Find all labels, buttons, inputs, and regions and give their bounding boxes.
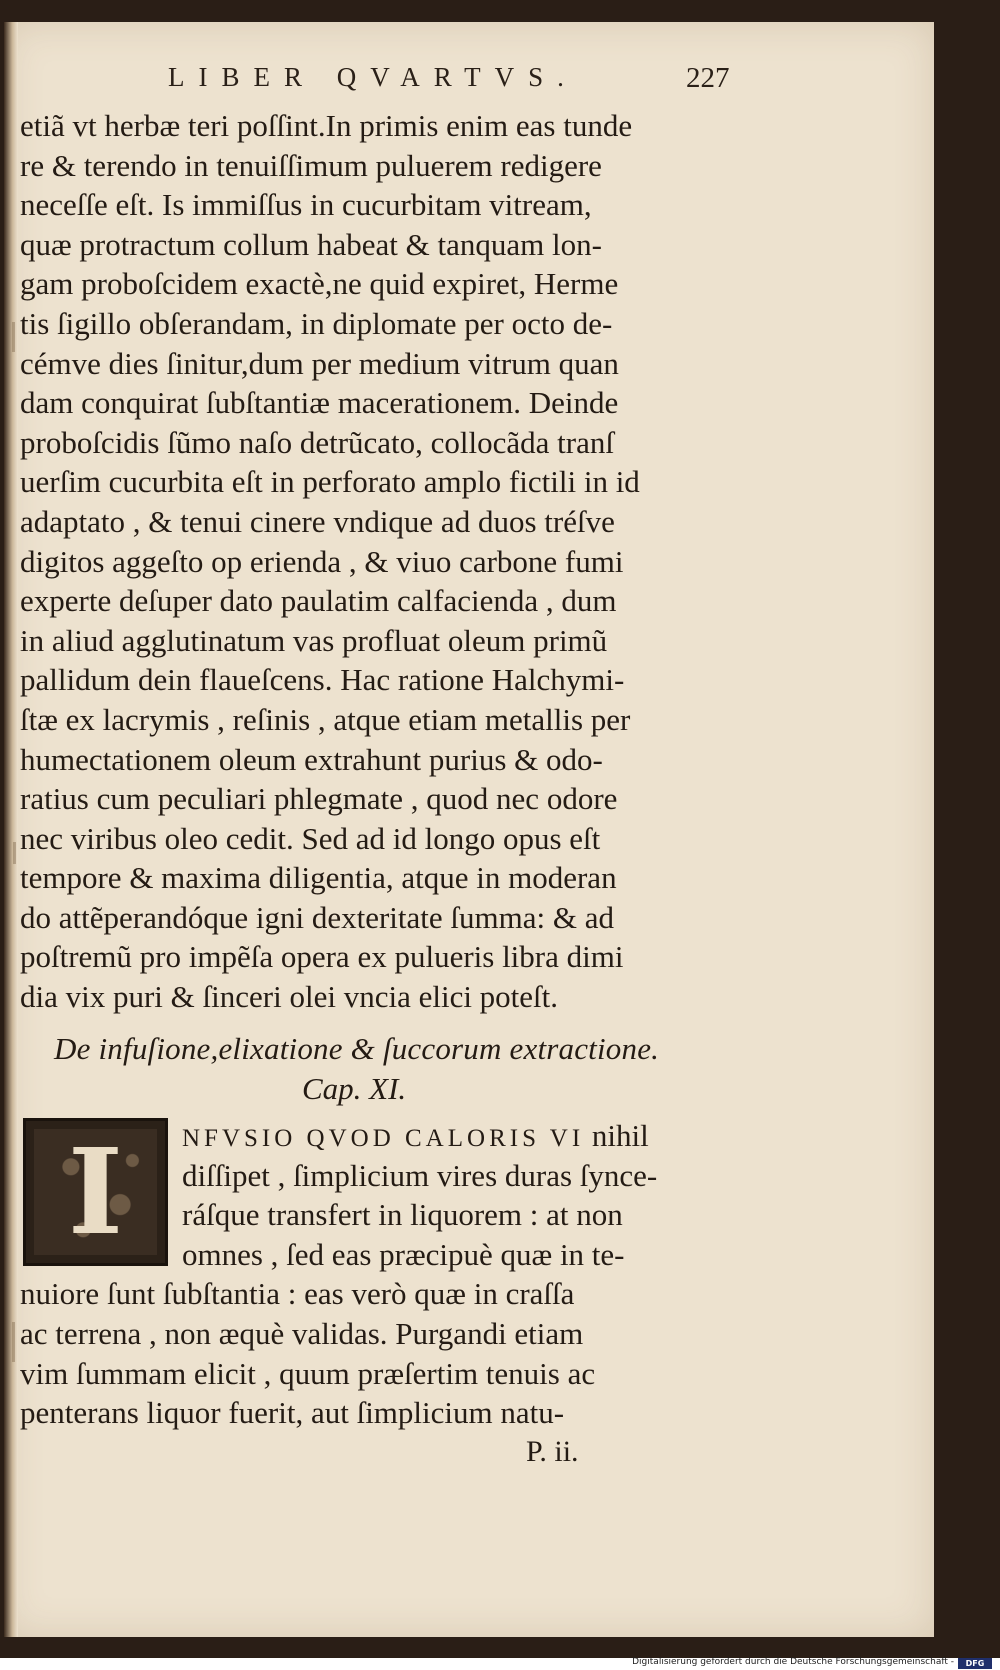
text-line: re & terendo in tenuiſſimum puluerem redigere bbox=[20, 147, 602, 183]
text-line: in aliud agglutinatum vas profluat oleum primũ bbox=[20, 622, 608, 658]
initial-letter: I bbox=[67, 1122, 124, 1261]
text-line: tis ſigillo obſerandam, in diplomate per octo de- bbox=[20, 305, 613, 341]
text-line: etiã vt herbæ teri poſſint.In primis enim eas tunde bbox=[20, 108, 633, 143]
text-line: pallidum dein flaueſcens. Hac ratione Halchymi- bbox=[20, 662, 625, 698]
text-line: nuiore ſunt ſubſtantia : eas verò quæ in craſſa bbox=[20, 1276, 575, 1312]
decorated-initial bbox=[23, 1118, 168, 1266]
text-line: cémve dies ſinitur,dum per medium vitrum quan bbox=[20, 345, 619, 381]
chapter-title: De infuſione,elixatione & ſuccorum extractione. bbox=[54, 1031, 660, 1066]
margin-mark bbox=[12, 1322, 15, 1362]
text-line: vim ſummam elicit , quum præſertim tenuis ac bbox=[20, 1355, 596, 1391]
text-line: omnes , ſed eas præcipuè quæ in te- bbox=[182, 1236, 625, 1272]
funding-credit: Digitalisierung gefördert durch die Deutsche Forschungsgemeinschaft - bbox=[632, 1657, 954, 1667]
text-line: humectationem oleum extrahunt purius & odo- bbox=[20, 741, 603, 777]
text-line: dia vix puri & ſinceri olei vncia elici poteſt. bbox=[20, 979, 559, 1015]
text-line: ráſque transfert in liquorem : at non bbox=[182, 1197, 623, 1233]
text-line: ſtæ ex lacrymis , reſinis , atque etiam metallis per bbox=[20, 701, 631, 737]
text-line: penterans liquor fuerit, aut ſimplicium natu- bbox=[20, 1395, 565, 1431]
page-gutter-edge bbox=[4, 22, 18, 1637]
signature-mark: P. ii. bbox=[526, 1435, 579, 1468]
text-line: poſtremũ pro impẽſa opera ex pulueris libra dimi bbox=[20, 939, 624, 975]
text-line: do attẽperandóque igni dexteritate ſumma: & ad bbox=[20, 899, 614, 935]
text-line: proboſcidis ſũmo naſo detrũcato, collocãda tranſ bbox=[20, 424, 614, 460]
text-line: experte deſuper dato paulatim calfacienda , dum bbox=[20, 583, 617, 619]
text-line: uerſim cucurbita eſt in perforato amplo fictili in id bbox=[20, 464, 640, 500]
text-line: dam conquirat ſubſtantiæ macerationem. Deinde bbox=[20, 385, 619, 421]
dfg-logo: DFG bbox=[958, 1658, 992, 1669]
page-number: 227 bbox=[686, 62, 730, 94]
margin-mark bbox=[12, 322, 15, 352]
text-line: ratius cum peculiari phlegmate , quod nec odore bbox=[20, 781, 618, 817]
text-line: digitos aggeſto op erienda , & viuo carbone fumi bbox=[20, 543, 624, 579]
small-caps-opening: NFVSIO QVOD CALORIS VI bbox=[182, 1125, 585, 1152]
body-text bbox=[20, 106, 740, 1017]
text-fragment: nihil bbox=[584, 1118, 649, 1153]
text-line: gam proboſcidem exactè,ne quid expiret, Herme bbox=[20, 266, 619, 302]
margin-mark bbox=[13, 842, 16, 864]
text-line: quæ protractum collum habeat & tanquam lon- bbox=[20, 226, 602, 262]
text-line: adaptato , & tenui cinere vndique ad duos tréſve bbox=[20, 503, 615, 539]
text-line: ac terrena , non æquè validas. Purgandi etiam bbox=[20, 1315, 584, 1351]
running-head-title: LIBER QVARTVS. bbox=[168, 62, 578, 92]
chapter-text bbox=[20, 1116, 740, 1433]
text-line: nec viribus oleo cedit. Sed ad id longo opus eſt bbox=[20, 820, 601, 856]
text-line: neceſſe eſt. Is immiſſus in cucurbitam vitream, bbox=[20, 187, 592, 223]
chapter-heading bbox=[20, 1029, 740, 1109]
chapter-number: Cap. XI. bbox=[302, 1071, 407, 1106]
text-line: diſſipet , ſimplicium vires duras ſynce- bbox=[182, 1157, 658, 1193]
footer-bar bbox=[0, 1658, 1000, 1670]
text-line: tempore & maxima diligentia, atque in moderan bbox=[20, 860, 617, 896]
